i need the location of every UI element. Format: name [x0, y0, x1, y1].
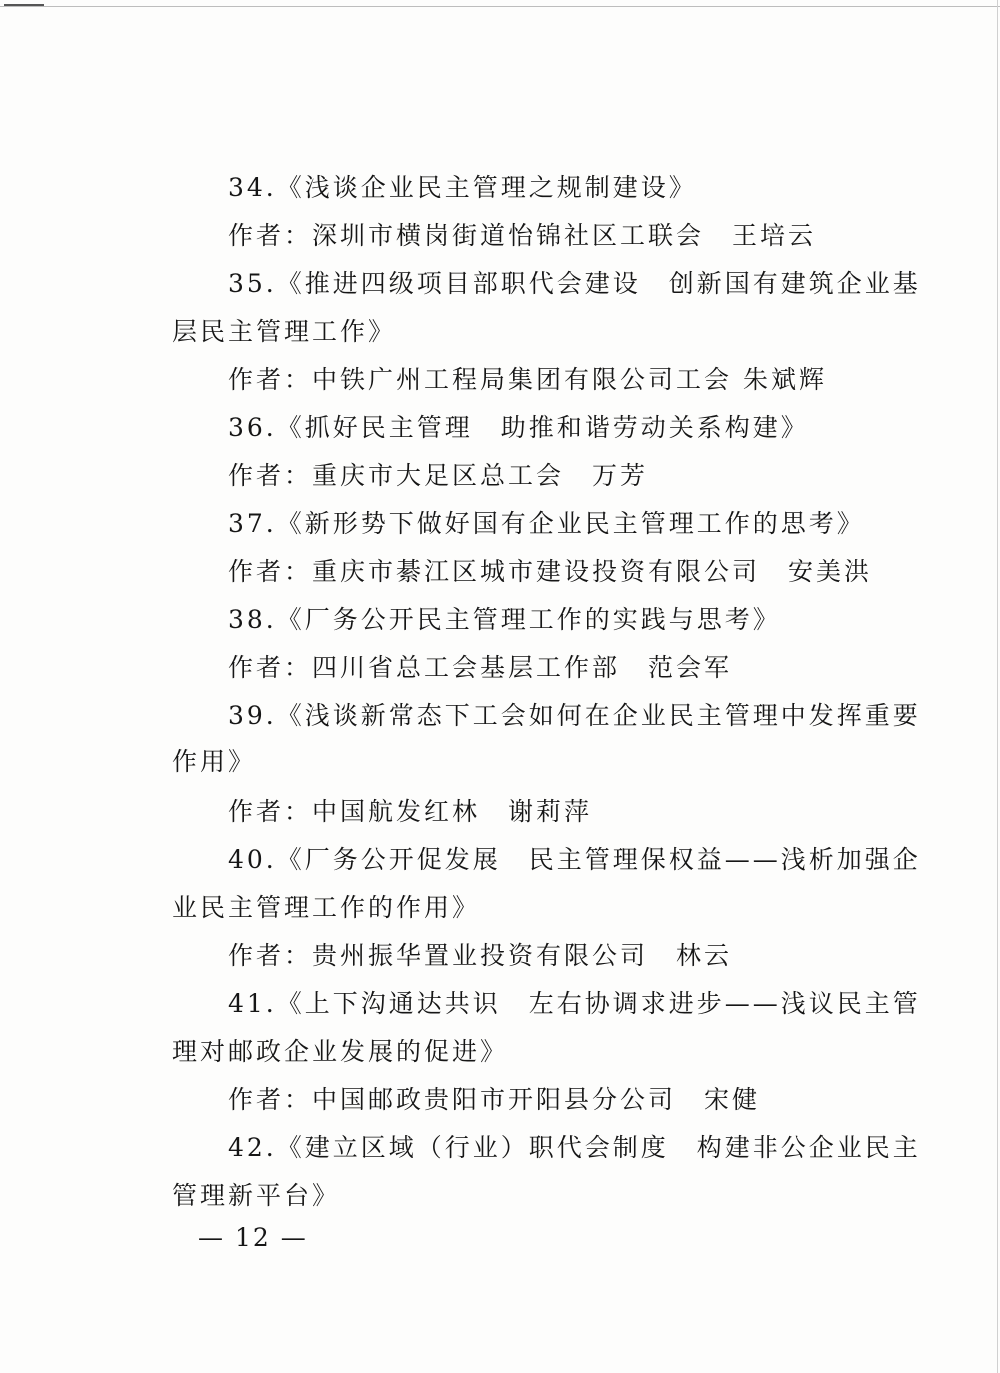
entry-author: 作者：中国航发红林 谢莉萍 — [228, 797, 593, 826]
entry-title: 36.《抓好民主管理 助推和谐劳动关系构建》 — [228, 413, 809, 442]
entry-title: 37.《新形势下做好国有企业民主管理工作的思考》 — [228, 509, 865, 538]
entry-title-continued: 业民主管理工作的作用》 — [172, 893, 481, 922]
entry-author: 作者：贵州振华置业投资有限公司 林云 — [228, 941, 733, 970]
entry-title: 42.《建立区域（行业）职代会制度 构建非公企业民主 — [228, 1133, 921, 1162]
scan-corner-mark — [4, 4, 44, 6]
entry-title-continued: 理对邮政企业发展的促进》 — [172, 1037, 509, 1066]
entry-title: 41.《上下沟通达共识 左右协调求进步——浅议民主管 — [228, 989, 921, 1018]
entry-title: 40.《厂务公开促发展 民主管理保权益——浅析加强企 — [228, 845, 921, 874]
scan-border-right — [997, 0, 998, 1373]
page-number: — 12 — — [198, 1223, 308, 1252]
entry-title: 34.《浅谈企业民主管理之规制建设》 — [228, 173, 697, 202]
entry-author: 作者：中铁广州工程局集团有限公司工会 朱斌辉 — [228, 365, 827, 394]
entry-title-continued: 作用》 — [172, 747, 257, 776]
entry-author: 作者：深圳市横岗街道怡锦社区工联会 王培云 — [228, 221, 817, 250]
entry-title: 38.《厂务公开民主管理工作的实践与思考》 — [228, 605, 781, 634]
entry-author: 作者：四川省总工会基层工作部 范会军 — [228, 653, 733, 682]
scan-border-top — [0, 6, 1000, 7]
entry-title: 39.《浅谈新常态下工会如何在企业民主管理中发挥重要 — [228, 701, 921, 730]
entry-author: 作者：中国邮政贵阳市开阳县分公司 宋健 — [228, 1085, 761, 1114]
entry-title: 35.《推进四级项目部职代会建设 创新国有建筑企业基 — [228, 269, 921, 298]
entry-title-continued: 管理新平台》 — [172, 1181, 341, 1210]
entry-author: 作者：重庆市大足区总工会 万芳 — [228, 461, 649, 490]
entry-title-continued: 层民主管理工作》 — [172, 317, 397, 346]
entry-author: 作者：重庆市綦江区城市建设投资有限公司 安美洪 — [228, 557, 873, 586]
